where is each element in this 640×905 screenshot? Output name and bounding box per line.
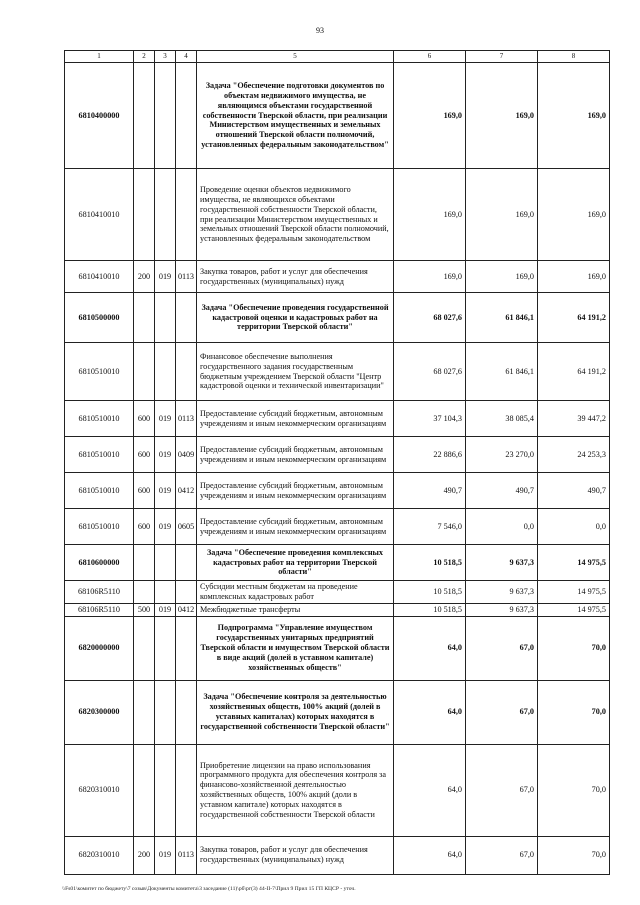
row-description-cell: Задача "Обеспечение подготовки документов по объектам недвижимого имущества, не являющимся объектами государственной собственности Тверской области, при реализации Министерством имущественных и земельных отношений Тверской области полномочий, установленных федеральным законодательством" [197,63,394,169]
row-type-cell [134,293,155,343]
row-value-col7-cell: 169,0 [466,261,538,293]
row-description-cell: Предоставление субсидий бюджетным, автономным учреждениям и иным некоммерческим организациям [197,401,394,437]
table-row [65,581,610,604]
table-header-row [65,51,610,63]
table-row [65,545,610,581]
row-value-col7-cell: 67,0 [466,680,538,744]
row-value-col7-cell: 0,0 [466,509,538,545]
row-value-col8-cell: 169,0 [538,169,610,261]
table-row [65,509,610,545]
row-code-cell: 6810510010 [65,473,134,509]
row-section-cell [176,343,197,401]
row-code-cell: 6820000000 [65,616,134,680]
row-section-cell [176,293,197,343]
row-description-cell: Межбюджетные трансферты [197,603,394,616]
row-description-cell: Приобретение лицензии на право использования программного продукта для обеспечения контроля за финансово-хозяйственной деятельностью хозяйственных обществ, 100% акций (доли в уставном капитале) которых находятся в государственной собственности Тверской области [197,744,394,836]
row-value-col6-cell: 64,0 [394,616,466,680]
header-col-6: 6 [394,51,466,63]
row-value-col7-cell: 61 846,1 [466,343,538,401]
table-row [65,343,610,401]
table-row [65,616,610,680]
row-value-col6-cell: 169,0 [394,261,466,293]
row-type-cell [134,581,155,604]
row-value-col6-cell: 10 518,5 [394,603,466,616]
row-value-col7-cell: 9 637,3 [466,545,538,581]
row-value-col8-cell: 14 975,5 [538,603,610,616]
row-description-cell: Финансовое обеспечение выполнения государственного задания государственным бюджетным учреждением Тверской области "Центр кадастровой оценки и технической инвентаризации" [197,343,394,401]
table-row [65,744,610,836]
row-type-cell: 200 [134,836,155,874]
table-row [65,401,610,437]
row-ministry-cell [155,343,176,401]
row-section-cell [176,581,197,604]
row-value-col7-cell: 61 846,1 [466,293,538,343]
row-value-col8-cell: 169,0 [538,261,610,293]
row-value-col7-cell: 9 637,3 [466,603,538,616]
table-row [65,603,610,616]
table-row [65,680,610,744]
row-value-col8-cell: 39 447,2 [538,401,610,437]
row-description-cell: Подпрограмма "Управление имуществом государственных унитарных предприятий Тверской области и имуществом Тверской области в виде акций (долей в уставном капитале) хозяйственных обществ" [197,616,394,680]
row-ministry-cell: 019 [155,473,176,509]
row-value-col6-cell: 169,0 [394,63,466,169]
row-ministry-cell [155,581,176,604]
row-type-cell: 600 [134,473,155,509]
row-description-cell: Предоставление субсидий бюджетным, автономным учреждениям и иным некоммерческим организациям [197,473,394,509]
row-value-col8-cell: 14 975,5 [538,545,610,581]
row-section-cell [176,744,197,836]
row-value-col8-cell: 70,0 [538,680,610,744]
row-value-col6-cell: 10 518,5 [394,545,466,581]
row-code-cell: 6810410010 [65,169,134,261]
row-value-col8-cell: 490,7 [538,473,610,509]
row-code-cell: 6810410010 [65,261,134,293]
row-description-cell: Предоставление субсидий бюджетным, автономным учреждениям и иным некоммерческим организациям [197,509,394,545]
row-value-col6-cell: 490,7 [394,473,466,509]
row-type-cell [134,680,155,744]
row-section-cell: 0605 [176,509,197,545]
row-value-col7-cell: 169,0 [466,169,538,261]
row-type-cell: 600 [134,401,155,437]
row-section-cell [176,545,197,581]
row-section-cell: 0113 [176,261,197,293]
row-section-cell: 0409 [176,437,197,473]
row-ministry-cell: 019 [155,509,176,545]
row-ministry-cell: 019 [155,836,176,874]
budget-table [64,50,610,875]
table-body [65,63,610,875]
row-description-cell: Закупка товаров, работ и услуг для обеспечения государственных (муниципальных) нужд [197,261,394,293]
row-ministry-cell [155,616,176,680]
row-section-cell [176,169,197,261]
row-description-cell: Предоставление субсидий бюджетным, автономным учреждениям и иным некоммерческим организациям [197,437,394,473]
row-code-cell: 6820300000 [65,680,134,744]
row-section-cell [176,616,197,680]
row-value-col7-cell: 9 637,3 [466,581,538,604]
header-col-1: 1 [65,51,134,63]
row-section-cell [176,63,197,169]
row-ministry-cell: 019 [155,603,176,616]
row-value-col6-cell: 7 546,0 [394,509,466,545]
row-code-cell: 68106R5110 [65,581,134,604]
row-section-cell [176,680,197,744]
row-ministry-cell: 019 [155,261,176,293]
header-col-3: 3 [155,51,176,63]
row-type-cell: 600 [134,437,155,473]
row-code-cell: 68106R5110 [65,603,134,616]
row-code-cell: 6810510010 [65,437,134,473]
row-value-col6-cell: 22 886,6 [394,437,466,473]
table-row [65,836,610,874]
row-value-col6-cell: 37 104,3 [394,401,466,437]
row-code-cell: 6810510010 [65,401,134,437]
row-description-cell: Задача "Обеспечение проведения комплексных кадастровых работ на территории Тверской области" [197,545,394,581]
footer-file-path: \\Fs01\комитет по бюджету\7 созыв\Документы комитета\3 заседание (11)\рб\рг(3) 44-II-7\Прил 9 Прил 15 ГП КЦСР - уточ. [62,886,356,892]
row-section-cell: 0113 [176,836,197,874]
row-section-cell: 0412 [176,603,197,616]
row-value-col6-cell: 64,0 [394,744,466,836]
row-value-col6-cell: 68 027,6 [394,343,466,401]
table-row [65,437,610,473]
row-value-col6-cell: 169,0 [394,169,466,261]
row-value-col8-cell: 70,0 [538,616,610,680]
row-ministry-cell [155,545,176,581]
row-value-col7-cell: 169,0 [466,63,538,169]
row-value-col6-cell: 64,0 [394,680,466,744]
row-section-cell: 0113 [176,401,197,437]
row-code-cell: 6810510010 [65,343,134,401]
table-row [65,63,610,169]
row-value-col8-cell: 169,0 [538,63,610,169]
header-col-2: 2 [134,51,155,63]
row-ministry-cell [155,680,176,744]
row-type-cell [134,545,155,581]
row-type-cell [134,744,155,836]
row-description-cell: Задача "Обеспечение контроля за деятельностью хозяйственных обществ, 100% акций (долей в уставных капиталах) которых находятся в государственной собственности Тверской области" [197,680,394,744]
row-type-cell: 500 [134,603,155,616]
header-col-8: 8 [538,51,610,63]
row-ministry-cell [155,293,176,343]
row-value-col7-cell: 490,7 [466,473,538,509]
table-row [65,293,610,343]
row-ministry-cell [155,63,176,169]
table-row [65,473,610,509]
row-type-cell [134,343,155,401]
row-type-cell [134,169,155,261]
row-type-cell [134,63,155,169]
page-number: 93 [316,26,324,35]
row-ministry-cell: 019 [155,401,176,437]
row-value-col7-cell: 23 270,0 [466,437,538,473]
row-code-cell: 6810600000 [65,545,134,581]
row-description-cell: Субсидии местным бюджетам на проведение комплексных кадастровых работ [197,581,394,604]
table-row [65,261,610,293]
row-code-cell: 6820310010 [65,836,134,874]
row-code-cell: 6810500000 [65,293,134,343]
header-col-7: 7 [466,51,538,63]
row-ministry-cell [155,169,176,261]
row-type-cell [134,616,155,680]
row-value-col7-cell: 67,0 [466,836,538,874]
row-value-col8-cell: 64 191,2 [538,343,610,401]
row-value-col7-cell: 38 085,4 [466,401,538,437]
row-value-col8-cell: 0,0 [538,509,610,545]
row-value-col8-cell: 24 253,3 [538,437,610,473]
row-value-col8-cell: 14 975,5 [538,581,610,604]
row-description-cell: Закупка товаров, работ и услуг для обеспечения государственных (муниципальных) нужд [197,836,394,874]
table-row [65,169,610,261]
row-value-col7-cell: 67,0 [466,616,538,680]
row-type-cell: 600 [134,509,155,545]
header-col-5: 5 [197,51,394,63]
row-value-col8-cell: 64 191,2 [538,293,610,343]
row-code-cell: 6810510010 [65,509,134,545]
row-ministry-cell: 019 [155,437,176,473]
row-section-cell: 0412 [176,473,197,509]
header-col-4: 4 [176,51,197,63]
row-value-col6-cell: 68 027,6 [394,293,466,343]
row-code-cell: 6820310010 [65,744,134,836]
row-value-col8-cell: 70,0 [538,744,610,836]
row-type-cell: 200 [134,261,155,293]
row-value-col7-cell: 67,0 [466,744,538,836]
row-code-cell: 6810400000 [65,63,134,169]
row-value-col6-cell: 64,0 [394,836,466,874]
row-value-col6-cell: 10 518,5 [394,581,466,604]
row-ministry-cell [155,744,176,836]
row-description-cell: Проведение оценки объектов недвижимого имущества, не являющихся объектами государственной собственности Тверской области, при реализации Министерством имущественных и земельных отношений Тверской области полномочий, установленных федеральным законодательством [197,169,394,261]
row-description-cell: Задача "Обеспечение проведения государственной кадастровой оценки и кадастровых работ на территории Тверской области" [197,293,394,343]
row-value-col8-cell: 70,0 [538,836,610,874]
